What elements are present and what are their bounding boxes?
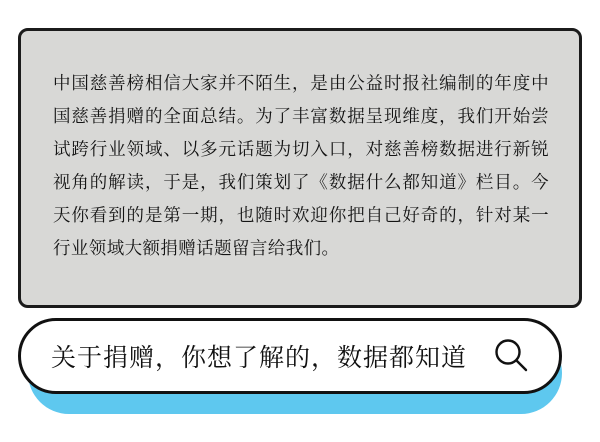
- search-icon[interactable]: [491, 336, 531, 376]
- headline-title: 关于捐赠，你想了解的，数据都知道: [51, 345, 468, 372]
- intro-card: [18, 28, 582, 308]
- headline-banner[interactable]: [18, 318, 562, 394]
- intro-paragraph: 中国慈善榜相信大家并不陌生，是由公益时报社编制的年度中国慈善捐赠的全面总结。为了丰富数据呈现维度，我们开始尝试跨行业领域、以多元话题为切入口，对慈善榜数据进行新锐视角的解读，于是，我们策划了《数据什么都知道》栏目。今天你看到的是第一期，也随时欢迎你把自己好奇的，针对某一行业领域大额捐赠话题留言给我们。: [53, 73, 549, 258]
